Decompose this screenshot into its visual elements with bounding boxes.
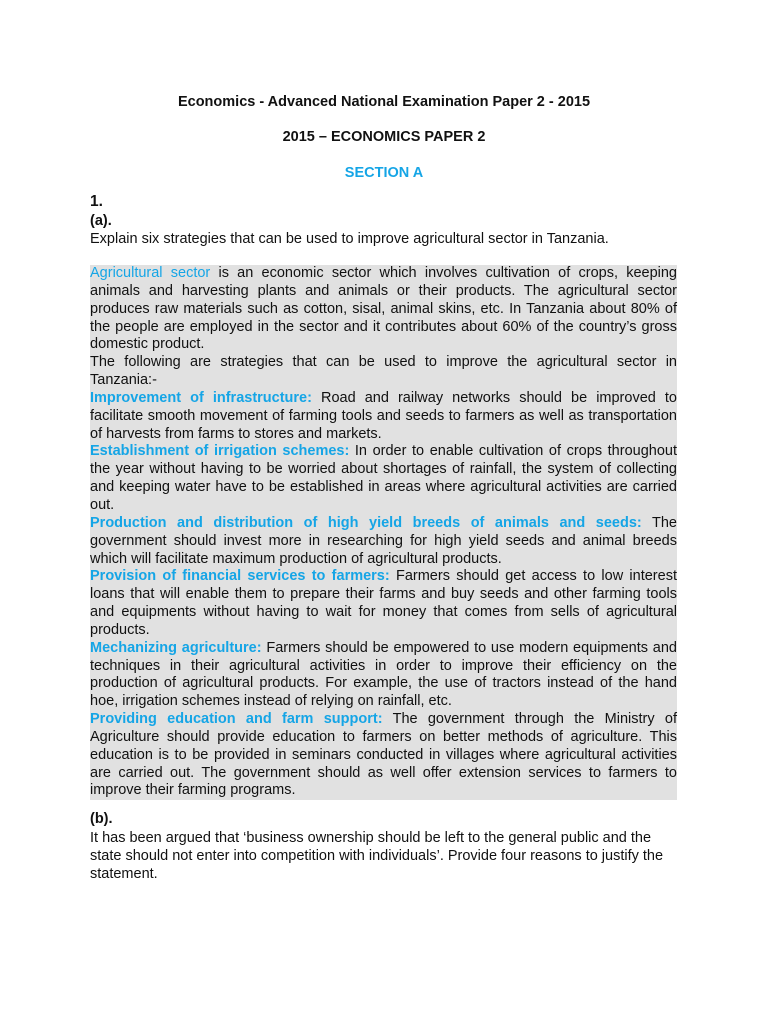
paper-title: 2015 – ECONOMICS PAPER 2 [282,129,486,145]
part-b-question: It has been argued that ‘business ownership should be left to the general public and the state should not enter into competition with individuals’. Provide four reasons to justify the statement. [90,830,664,882]
strategy-heading: Improvement of infrastructure: [90,389,312,406]
strategy-item [90,390,677,444]
lead-in-paragraph: The following are strategies that can be used to improve the agricultural sector in Tanzania:- [90,354,677,389]
intro-paragraph [90,265,677,354]
intro-text: is an economic sector which involves cultivation of crops, keeping animals and harvesting plants and animals or their products. The agricultural sector produces raw materials such as cotton, sisal, animal skins, etc. In Tanzania about 80% of the people are employed in the sector and it contributes about 60% of the country’s gross domestic product. [90,265,678,353]
part-a-answer [90,265,677,800]
question-number: 1. [90,193,103,210]
strategy-text: Farmers should get access to low interest loans that will enable them to prepare their farms and buy seeds and other farming tools and equipments without having to wait for money that comes from sells of agricultural products. [90,568,677,638]
strategy-item [90,711,677,800]
part-a-question: Explain six strategies that can be used to improve agricultural sector in Tanzania. [90,231,609,247]
strategy-heading: Establishment of irrigation schemes: [90,443,350,460]
strategy-heading: Mechanizing agriculture: [90,639,262,656]
strategy-heading: Production and distribution of high yield breeds of animals and seeds: [90,514,642,531]
strategy-text: The government should invest more in researching for high yield seeds and animal breeds which will facilitate maximum production of agricultural products. [90,514,677,567]
strategy-heading: Provision of financial services to farmers: [90,568,390,585]
strategy-text: The government through the Ministry of Agriculture should provide education to farmers on better methods of agriculture. This education is to be provided in seminars conducted in villages where agricultural activities are carried out. The government should as well offer extension services to farmers to improve their farming programs. [90,711,677,799]
strategy-item [90,515,677,569]
strategy-item [90,640,677,711]
strategy-item [90,568,677,639]
strategy-text: Farmers should be empowered to use modern equipments and techniques in their agricultural activities in order to improve their efficiency on the production of agricultural products. For example, the use of tractors instead of the hand hoe, irrigation schemes instead of relying on rainfall, etc. [90,639,677,710]
strategy-text: In order to enable cultivation of crops throughout the year without having to be worried about shortages of rainfall, the system of collecting and keeping water have to be established in areas where agricultural activities are carried out. [90,443,677,513]
strategy-item [90,443,677,514]
section-heading: SECTION A [344,165,424,181]
part-b-label: (b). [90,811,113,827]
part-a-label: (a). [90,213,112,229]
document-title: Economics - Advanced National Examination Paper 2 - 2015 [177,94,591,110]
strategy-heading: Providing education and farm support: [90,711,383,728]
strategy-text: Road and railway networks should be improved to facilitate smooth movement of farming tools and seeds to farmers as well as transportation of harvests from farms to stores and markets. [90,389,677,442]
intro-term: Agricultural sector [90,265,211,281]
